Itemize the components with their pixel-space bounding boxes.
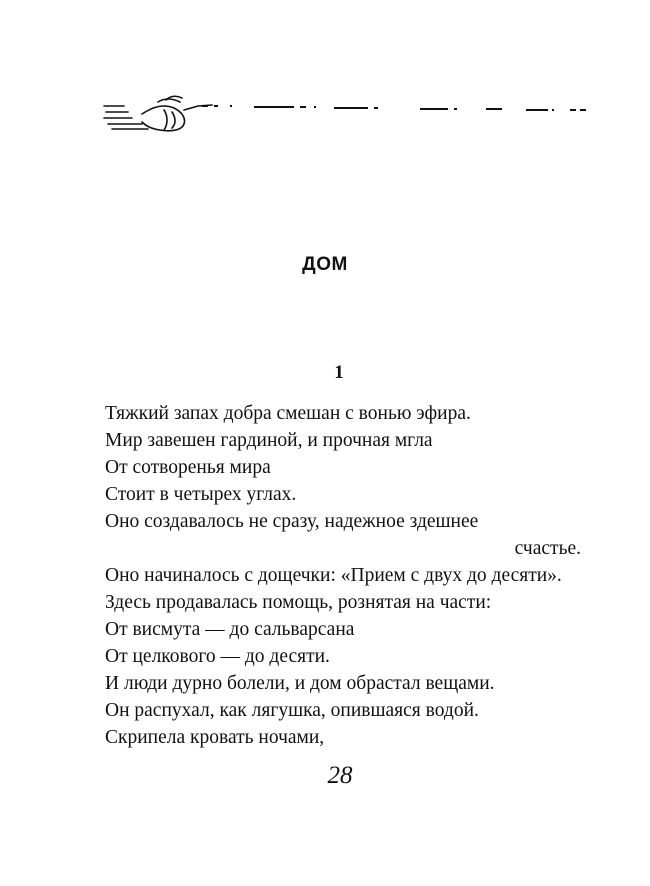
poem-line: И люди дурно болели, и дом обрастал вещами. xyxy=(105,673,495,694)
poem-line: Здесь продавалась помощь, рознятая на части: xyxy=(105,592,492,613)
poem-line: Стоит в четырех углах. xyxy=(105,484,297,505)
poem-title: ДОМ xyxy=(302,254,348,275)
poem-line: От висмута — до сальварсана xyxy=(105,619,355,640)
section-number: 1 xyxy=(334,362,344,383)
poem-line: Тяжкий запах добра смешан с вонью эфира. xyxy=(105,403,471,424)
poem-line: Мир завешен гардиной, и прочная мгла xyxy=(105,430,433,451)
poem-line: От целкового — до десяти. xyxy=(105,646,330,667)
poem-line: Он распухал, как лягушка, опившаяся водой. xyxy=(105,700,479,721)
poem-line: Оно начиналось с дощечки: «Прием с двух до десяти». xyxy=(105,565,562,586)
poem-line: Скрипела кровать ночами, xyxy=(105,727,325,748)
poem-line-continuation: счастье. xyxy=(514,538,581,559)
pointing-hand-ornament-icon xyxy=(102,92,588,140)
poem-line: Оно создавалось не сразу, надежное здешнее xyxy=(105,511,479,532)
poem-body xyxy=(105,400,585,751)
page-number: 28 xyxy=(327,762,353,789)
poem-line: От сотворенья мира xyxy=(105,457,271,478)
